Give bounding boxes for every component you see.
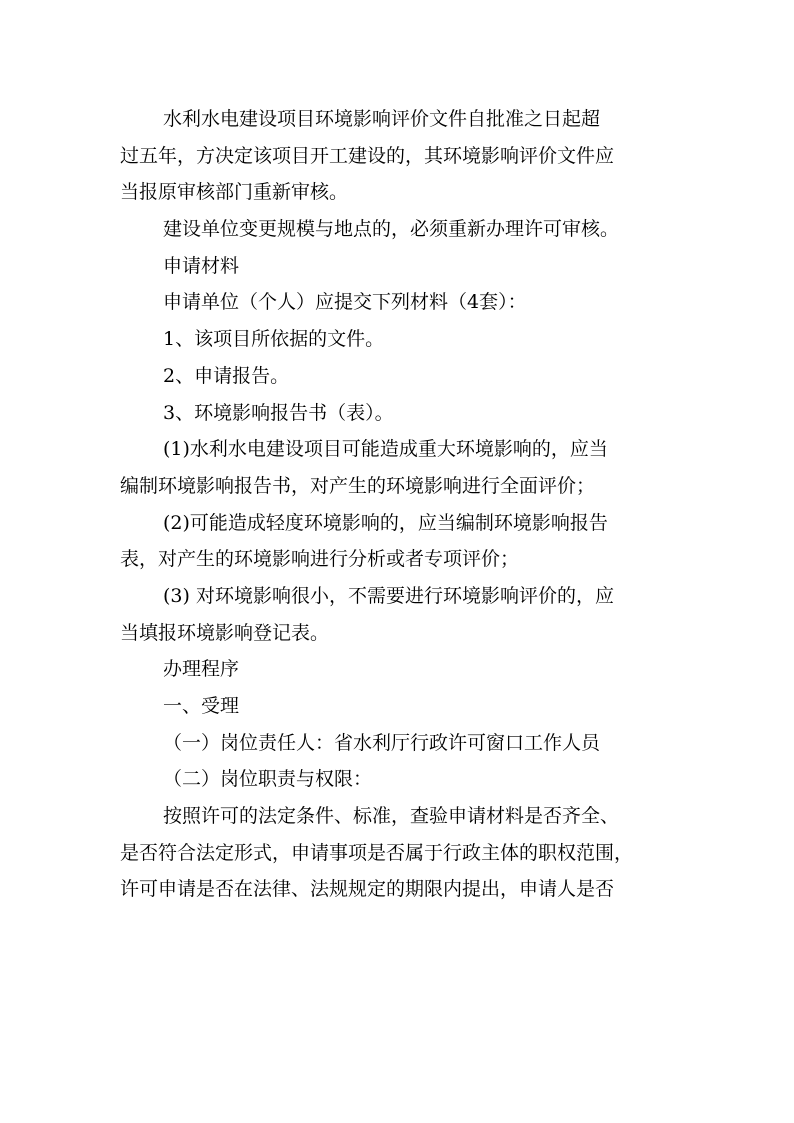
sub-heading: （二）岗位职责与权限：	[163, 768, 373, 791]
section-heading: 申请材料	[163, 254, 240, 277]
paragraph-line: 建设单位变更规模与地点的，必须重新办理许可审核。	[163, 218, 620, 241]
paragraph-line: 表，对产生的环境影响进行分析或者专项评价；	[120, 548, 520, 571]
paragraph-line: 许可申请是否在法律、法规规定的期限内提出，申请人是否	[120, 878, 615, 901]
sub-list-item: (2)可能造成轻度环境影响的，应当编制环境影响报告	[163, 511, 608, 534]
step-heading: 一、受理	[163, 695, 240, 717]
section-heading: 办理程序	[163, 658, 240, 681]
paragraph-line: 水利水电建设项目环境影响评价文件自批准之日起超	[163, 108, 601, 130]
list-item: 2、申请报告。	[163, 364, 290, 387]
paragraph-line: 申请单位（个人）应提交下列材料（4套）：	[163, 291, 527, 314]
paragraph-line: 编制环境影响报告书，对产生的环境影响进行全面评价；	[120, 474, 596, 497]
sub-list-item: (1)水利水电建设项目可能造成重大环境影响的，应当	[163, 438, 608, 461]
paragraph-line: 当填报环境影响登记表。	[120, 621, 330, 644]
paragraph-line: 按照许可的法定条件、标准，查验申请材料是否齐全、	[163, 805, 620, 828]
sub-list-item: (3) 对环境影响很小，不需要进行环境影响评价的，应	[163, 584, 614, 607]
list-item: 3、环境影响报告书（表）。	[163, 401, 394, 424]
document-body	[120, 101, 690, 908]
sub-heading: （一）岗位责任人：省水利厅行政许可窗口工作人员	[163, 731, 601, 754]
paragraph-line: 当报原审核部门重新审核。	[120, 181, 349, 204]
list-item: 1、该项目所依据的文件。	[163, 328, 385, 351]
paragraph-line: 是否符合法定形式，申请事项是否属于行政主体的职权范围，	[120, 841, 634, 864]
paragraph-line: 过五年，方决定该项目开工建设的，其环境影响评价文件应	[120, 144, 615, 167]
